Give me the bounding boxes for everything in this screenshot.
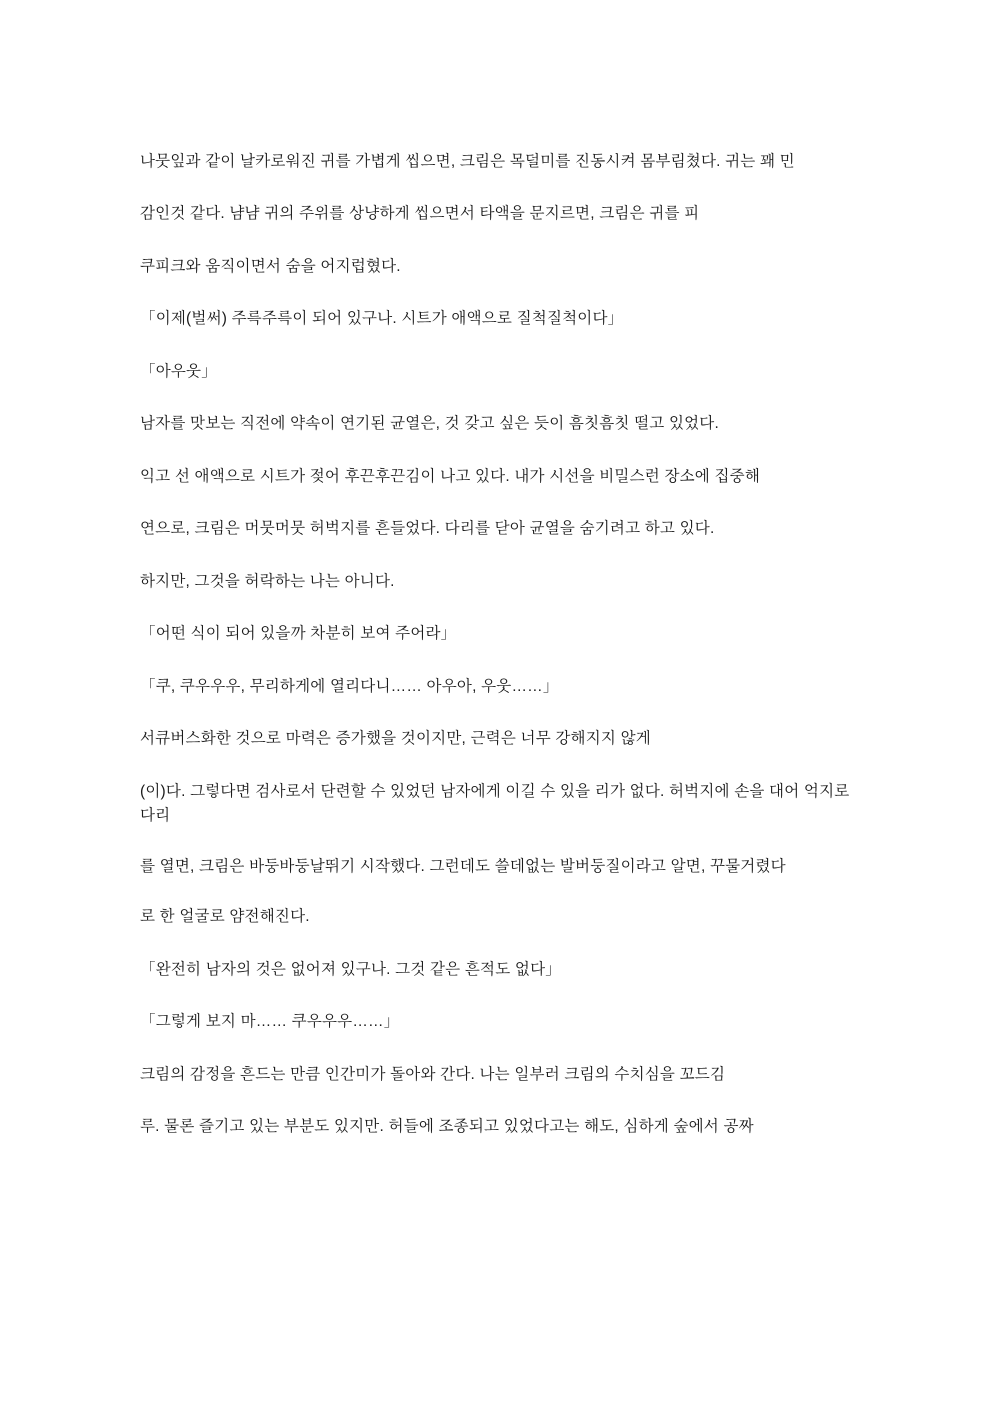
paragraph: 로 한 얼굴로 얌전해진다. (140, 908, 310, 926)
paragraph: 연으로, 크림은 머뭇머뭇 허벅지를 흔들었다. 다리를 닫아 균열을 숨기려고 하고 있다. (140, 520, 715, 538)
paragraph: 「어떤 식이 되어 있을까 차분히 보여 주어라」 (140, 625, 457, 643)
paragraph: 루. 물론 즐기고 있는 부분도 있지만. 허들에 조종되고 있었다고는 해도, 심하게 숲에서 공짜 (140, 1118, 754, 1136)
paragraph: 하지만, 그것을 허락하는 나는 아니다. (140, 572, 395, 590)
paragraph: 「이제(벌써) 주륵주륵이 되어 있구나. 시트가 애액으로 질척질척이다」 (140, 310, 624, 328)
document-body (140, 150, 852, 1140)
paragraph: 나뭇잎과 같이 날카로워진 귀를 가볍게 씹으면, 크림은 목덜미를 진동시켜 몸부림쳤다. 귀는 꽤 민 (140, 153, 795, 170)
paragraph: 「그렇게 보지 마…… 쿠우우우……」 (140, 1013, 400, 1031)
paragraph: 「아우웃」 (140, 362, 217, 380)
paragraph: 감인것 같다. 냠냠 귀의 주위를 상냥하게 씹으면서 타액을 문지르면, 크림은 귀를 피 (140, 205, 700, 223)
paragraph: 쿠피크와 움직이면서 숨을 어지럽혔다. (140, 257, 401, 275)
paragraph: 「쿠, 쿠우우우, 무리하게에 열리다니…… 아우아, 우웃……」 (140, 677, 559, 695)
paragraph: 서큐버스화한 것으로 마력은 증가했을 것이지만, 근력은 너무 강해지지 않게 (140, 730, 651, 748)
paragraph: 를 열면, 크림은 바둥바둥날뛰기 시작했다. 그런데도 쓸데없는 발버둥질이라고 알면, 꾸물거렸다 (140, 857, 786, 875)
paragraph: (이)다. 그렇다면 검사로서 단련할 수 있었던 남자에게 이길 수 있을 리가 없다. 허벅지에 손을 대어 억지로 다리 (140, 782, 854, 825)
paragraph: 「완전히 남자의 것은 없어져 있구나. 그것 같은 흔적도 없다」 (140, 960, 561, 978)
paragraph: 남자를 맛보는 직전에 약속이 연기된 균열은, 것 갖고 싶은 듯이 흠칫흠칫 떨고 있었다. (140, 415, 719, 433)
paragraph: 익고 선 애액으로 시트가 젖어 후끈후끈김이 나고 있다. 내가 시선을 비밀스런 장소에 집중해 (140, 467, 760, 485)
paragraph: 크림의 감정을 흔드는 만큼 인간미가 돌아와 간다. 나는 일부러 크림의 수치심을 꼬드김 (140, 1065, 726, 1083)
